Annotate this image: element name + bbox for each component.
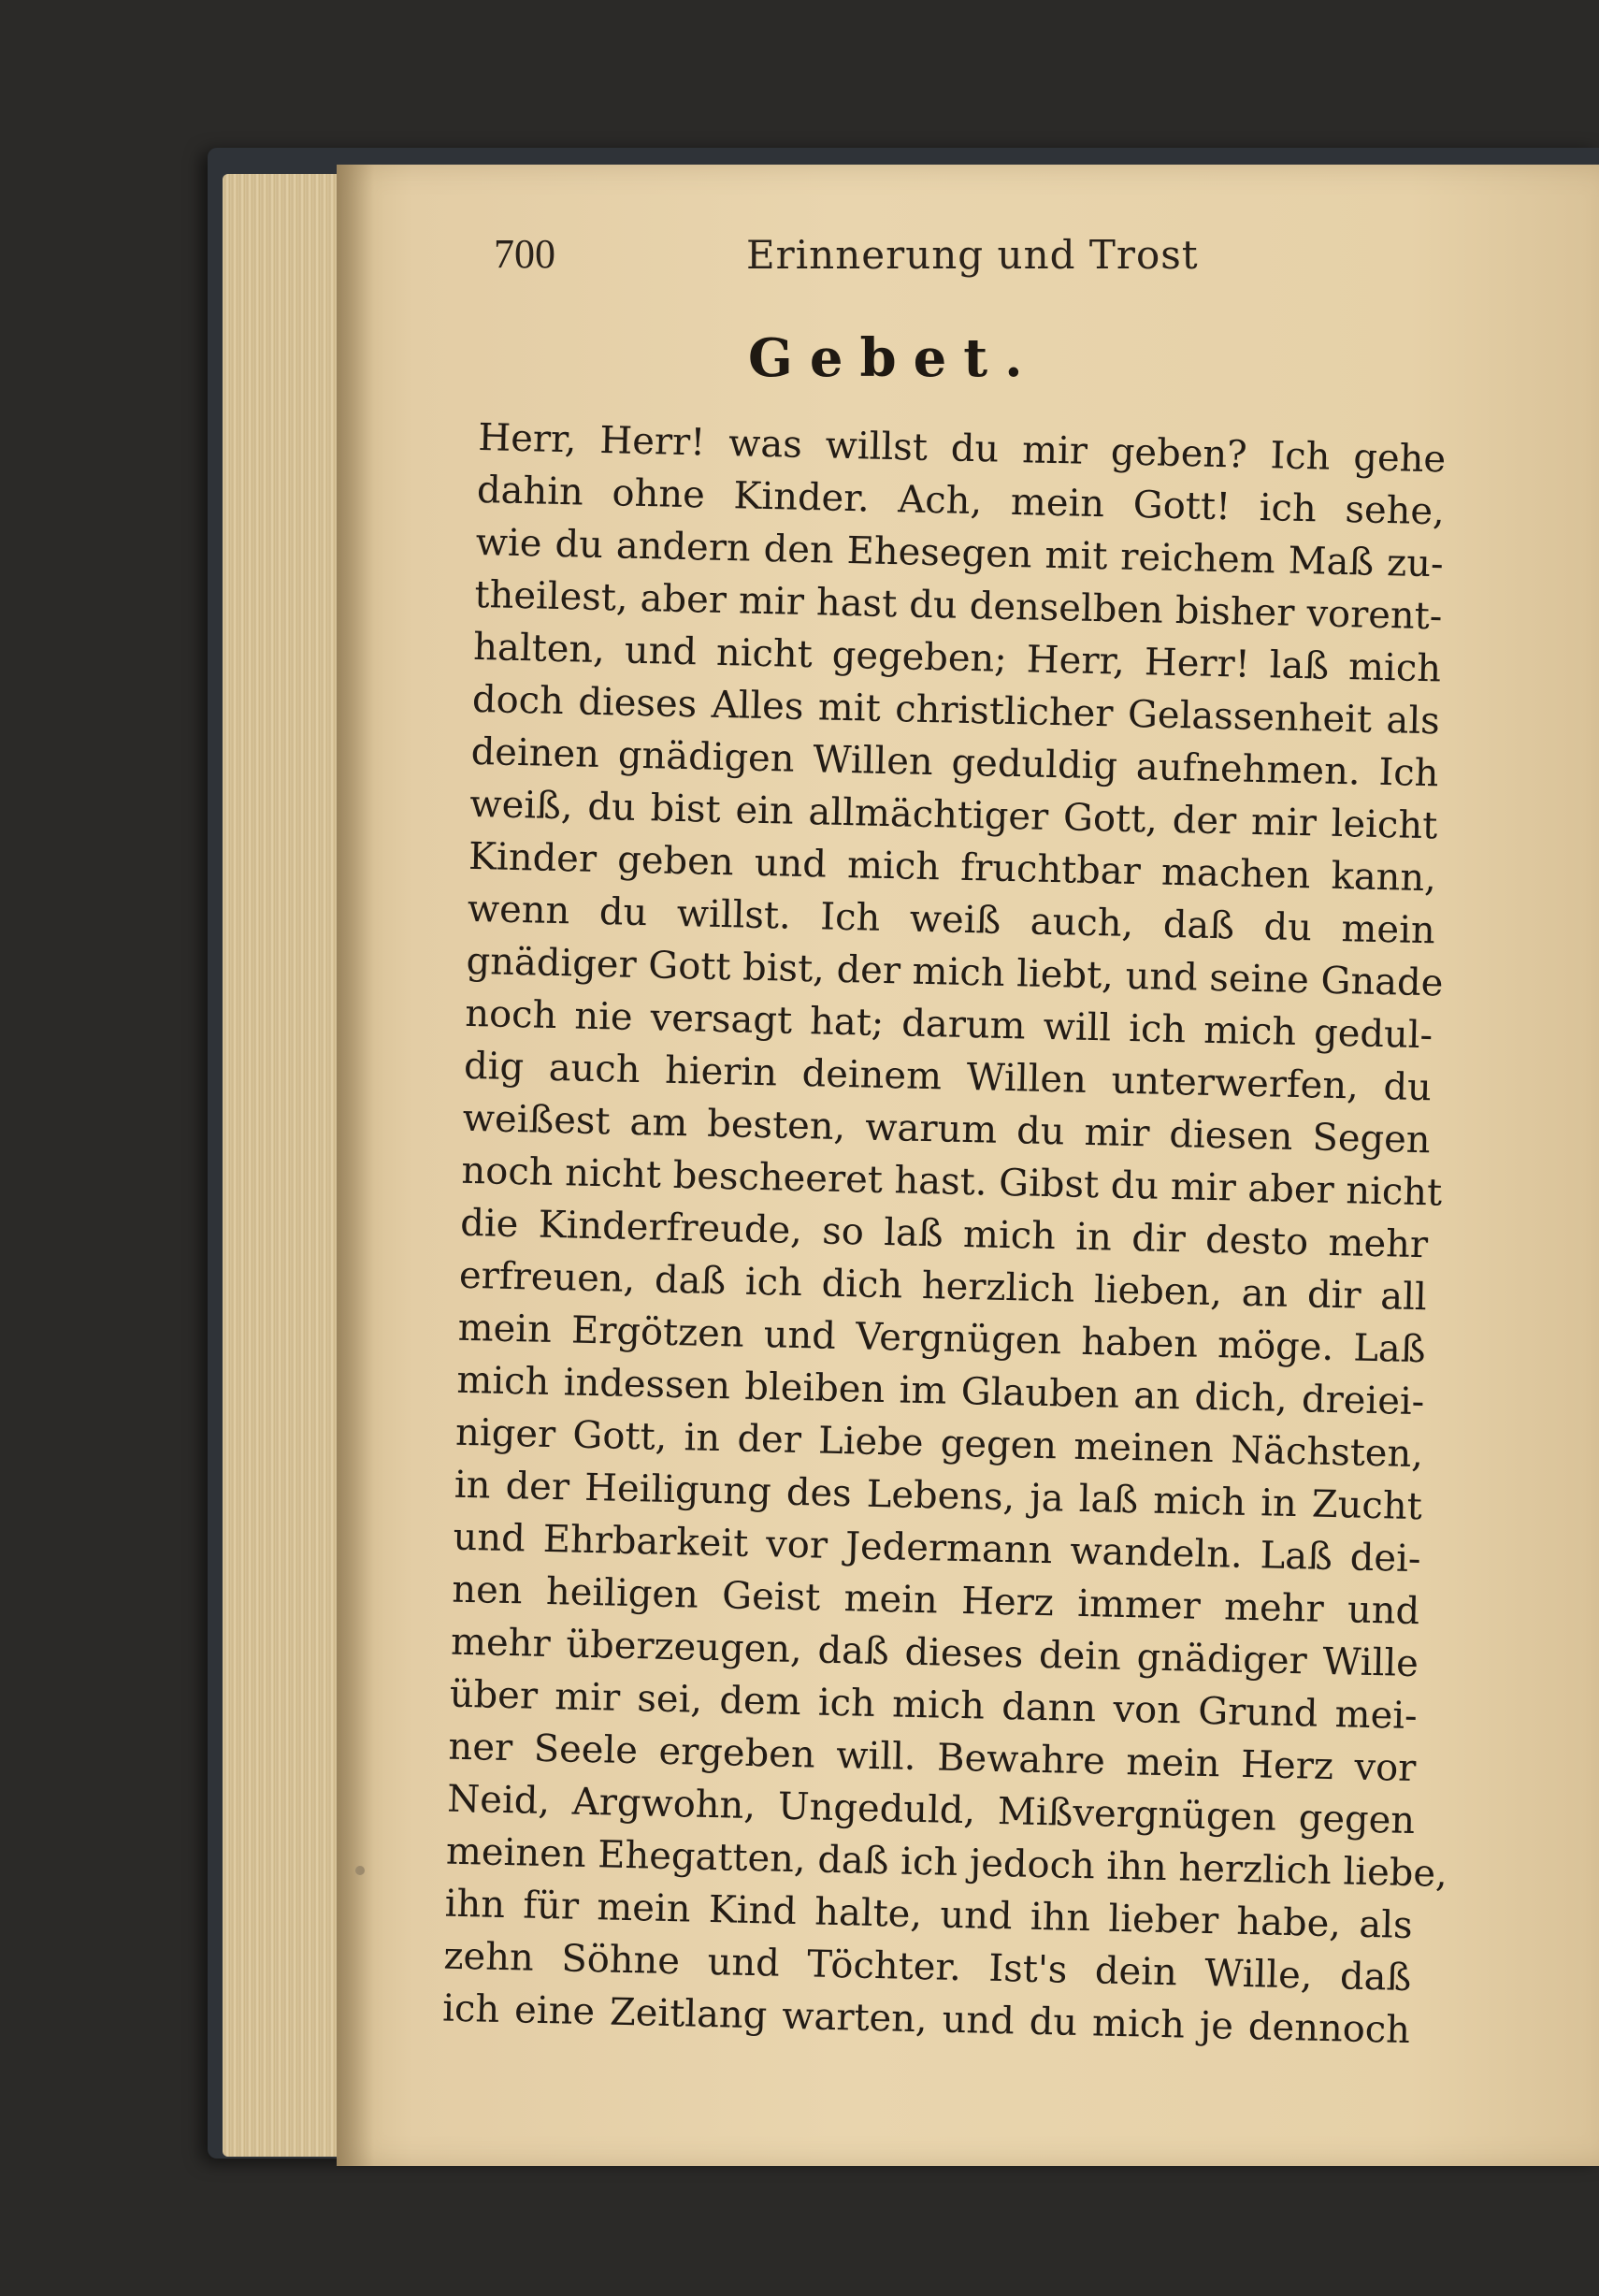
text-line: gnädiger Gott bist, der mich liebt, und seine Gnade xyxy=(466,939,1444,1005)
text-line: die Kinderfreude, so laß mich in dir desto mehr xyxy=(459,1201,1429,1267)
text-line: Neid, Argwohn, Ungeduld, Mißvergnügen gegen xyxy=(446,1777,1416,1843)
page-speck xyxy=(355,1866,365,1875)
text-line: noch nicht bescheeret hast. Gibst du mir aber nicht xyxy=(461,1148,1443,1215)
text-line: erfreuen, daß ich dich herzlich lieben, an dir all xyxy=(458,1253,1428,1320)
text-line: dig auch hierin deinem Willen unterwerfen, du xyxy=(463,1044,1433,1110)
text-line: niger Gott, in der Liebe gegen meinen Nächsten, xyxy=(454,1410,1424,1477)
text-line: halten, und nicht gegeben; Herr, Herr! laß mich xyxy=(472,625,1442,691)
text-line: ich eine Zeitlang warten, und du mich je dennoch xyxy=(441,1986,1411,2053)
text-line: mehr überzeugen, daß dieses dein gnädiger Wille xyxy=(450,1620,1419,1686)
text-line: dahin ohne Kinder. Ach, mein Gott! ich sehe, xyxy=(476,468,1446,534)
text-line: Herr, Herr! was willst du mir geben? Ich gehe xyxy=(477,415,1447,482)
text-line: in der Heiligung des Lebens, ja laß mich in Zucht xyxy=(454,1463,1423,1529)
text-line: und Ehrbarkeit vor Jedermann wandeln. Laß dei- xyxy=(453,1515,1421,1581)
text-line: mich indessen bleiben im Glauben an dich, dreiei- xyxy=(455,1358,1425,1424)
text-line: nen heiligen Geist mein Herz immer mehr und xyxy=(451,1567,1420,1634)
text-line: doch dieses Alles mit christlicher Gelassenheit als xyxy=(471,677,1441,744)
page-header xyxy=(494,223,1204,297)
text-line: deinen gnädigen Willen geduldig aufnehmen. Ich xyxy=(470,729,1439,796)
text-line: meinen Ehegatten, daß ich jedoch ihn herzlich liebe, xyxy=(445,1829,1448,1896)
page-edges xyxy=(223,174,353,2157)
text-line: wie du andern den Ehesegen mit reichem Maß zu- xyxy=(475,520,1445,586)
text-line: zehn Söhne und Töchter. Ist's dein Wille, daß xyxy=(442,1934,1412,2000)
text-line: über mir sei, dem ich mich dann von Grund mei- xyxy=(449,1672,1419,1739)
text-line: ner Seele ergeben will. Bewahre mein Herz vor xyxy=(448,1725,1417,1791)
text-line: theilest, aber mir hast du denselben bisher vorent- xyxy=(474,572,1443,639)
text-line: noch nie versagt hat; darum will ich mich gedul- xyxy=(464,991,1433,1058)
text-line: ihn für mein Kind halte, und ihn lieber habe, als xyxy=(444,1882,1414,1948)
text-line: mein Ergötzen und Vergnügen haben möge. Laß xyxy=(457,1306,1427,1372)
text-line: weiß, du bist ein allmächtiger Gott, der mir leicht xyxy=(468,782,1438,848)
text-line: Kinder geben und mich fruchtbar machen kann, xyxy=(468,834,1437,901)
running-title: Erinnerung und Trost xyxy=(746,232,1199,278)
gutter-shadow xyxy=(337,165,374,2166)
text-line: weißest am besten, warum du mir diesen Segen xyxy=(462,1096,1432,1162)
page-number: 700 xyxy=(494,231,555,277)
section-heading: Gebet. xyxy=(748,327,1040,389)
body-text xyxy=(442,412,1447,2057)
text-line: wenn du willst. Ich weiß auch, daß du mein xyxy=(467,887,1436,953)
